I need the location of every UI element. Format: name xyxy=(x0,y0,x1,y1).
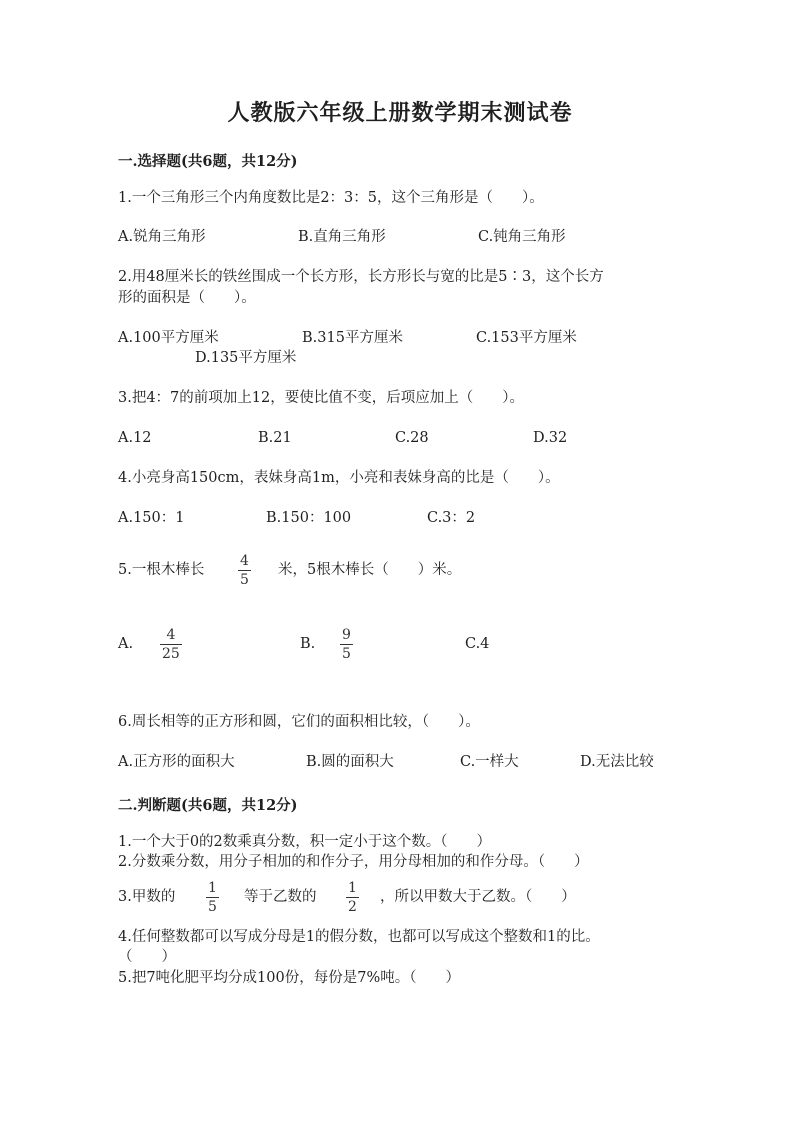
fraction-numerator: 9 xyxy=(342,627,351,643)
section-heading-judgement: 二.判断题(共6题，共12分) xyxy=(118,797,298,814)
question-5-stem-part1: 5.一根木棒长 xyxy=(118,562,205,578)
question-5-option-c: C.4 xyxy=(465,636,490,652)
judgement-4-line2: （ ） xyxy=(118,949,176,965)
question-5-option-b-label: B. xyxy=(300,636,316,652)
judgement-3-fraction-1 xyxy=(206,880,219,915)
fraction-numerator: 1 xyxy=(208,880,217,896)
question-1-option-c: C.钝角三角形 xyxy=(478,229,566,245)
question-2-option-a: A.100平方厘米 xyxy=(118,330,219,346)
question-3-stem: 3.把4：7的前项加上12，要使比值不变，后项应加上（ ）。 xyxy=(118,390,524,406)
question-5-option-b-fraction xyxy=(340,627,353,662)
judgement-4-line1: 4.任何整数都可以写成分母是1的假分数，也都可以写成这个整数和1的比。 xyxy=(118,929,600,945)
fraction-denominator: 5 xyxy=(342,646,351,662)
question-4-option-b: B.150：100 xyxy=(266,510,352,526)
question-5-fraction xyxy=(238,553,251,588)
question-4-option-a: A.150：1 xyxy=(118,510,185,526)
question-5-stem-part2: 米，5根木棒长（ ）米。 xyxy=(278,562,462,578)
question-2-stem-line1: 2.用48厘米长的铁丝围成一个长方形，长方形长与宽的比是5∶3，这个长方 xyxy=(118,269,604,285)
fraction-denominator: 25 xyxy=(162,646,180,662)
question-4-option-c: C.3：2 xyxy=(427,510,476,526)
judgement-3-part3: ，所以甲数大于乙数。（ ） xyxy=(380,889,576,905)
fraction-denominator: 5 xyxy=(240,572,249,588)
question-4-stem: 4.小亮身高150cm，表妹身高1m，小亮和表妹身高的比是（ ）。 xyxy=(118,470,560,486)
question-2-option-d: D.135平方厘米 xyxy=(195,350,297,366)
question-1-stem: 1.一个三角形三个内角度数比是2：3：5，这个三角形是（ ）。 xyxy=(118,190,544,206)
question-3-option-a: A.12 xyxy=(118,430,152,446)
judgement-3-fraction-2 xyxy=(346,880,359,915)
fraction-numerator: 1 xyxy=(348,880,357,896)
judgement-5: 5.把7吨化肥平均分成100份，每份是7%吨。（ ） xyxy=(118,970,460,986)
question-3-option-d: D.32 xyxy=(533,430,568,446)
judgement-1: 1.一个大于0的2数乘真分数，积一定小于这个数。（ ） xyxy=(118,834,492,850)
question-2-option-b: B.315平方厘米 xyxy=(302,330,403,346)
question-6-option-d: D.无法比较 xyxy=(580,754,654,770)
judgement-3-part2: 等于乙数的 xyxy=(244,889,317,905)
question-5-option-a-label: A. xyxy=(118,636,134,652)
page-title: 人教版六年级上册数学期末测试卷 xyxy=(227,100,573,126)
question-2-stem-line2: 形的面积是（ ）。 xyxy=(118,290,256,306)
fraction-denominator: 5 xyxy=(208,899,217,915)
question-1-option-b: B.直角三角形 xyxy=(298,229,386,245)
judgement-3-part1: 3.甲数的 xyxy=(118,889,176,905)
question-6-option-b: B.圆的面积大 xyxy=(306,754,394,770)
judgement-2: 2.分数乘分数，用分子相加的和作分子，用分母相加的和作分母。（ ） xyxy=(118,854,589,870)
question-3-option-b: B.21 xyxy=(258,430,292,446)
question-6-option-a: A.正方形的面积大 xyxy=(118,754,235,770)
fraction-denominator: 2 xyxy=(348,899,357,915)
section-heading-choice: 一.选择题(共6题，共12分) xyxy=(118,153,298,170)
question-3-option-c: C.28 xyxy=(395,430,429,446)
question-5-option-a-fraction xyxy=(160,627,182,662)
question-6-stem: 6.周长相等的正方形和圆，它们的面积相比较，（ ）。 xyxy=(118,714,480,730)
fraction-numerator: 4 xyxy=(240,553,249,569)
question-1-option-a: A.锐角三角形 xyxy=(118,229,206,245)
question-2-option-c: C.153平方厘米 xyxy=(476,330,577,346)
question-6-option-c: C.一样大 xyxy=(460,754,519,770)
fraction-numerator: 4 xyxy=(166,627,176,643)
